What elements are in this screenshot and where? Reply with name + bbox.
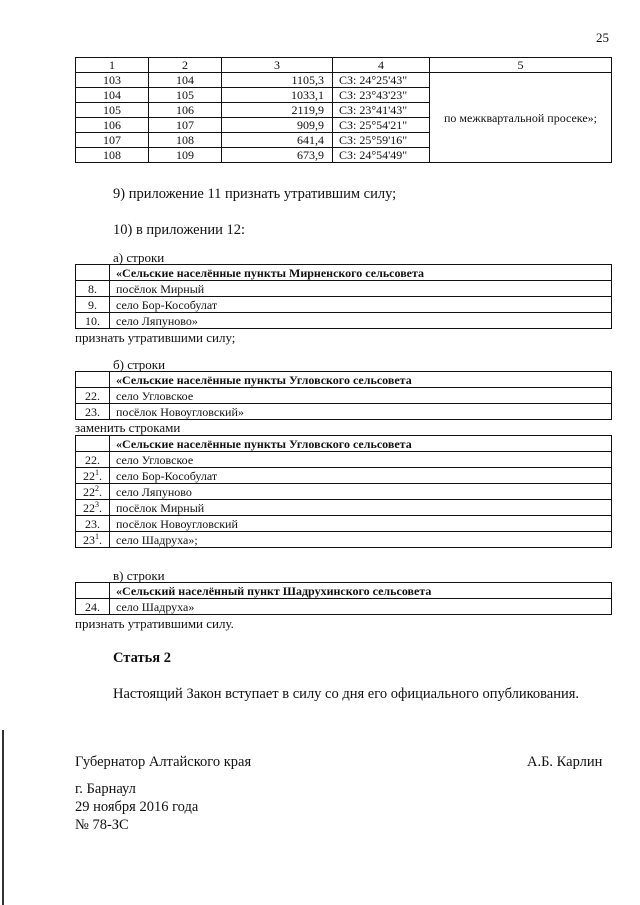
- table-header-row: [76, 436, 612, 452]
- table-row: [76, 313, 612, 329]
- row-number: 9.: [76, 297, 110, 313]
- page-number: 25: [596, 30, 609, 45]
- settlement-name: посёлок Мирный: [110, 281, 612, 297]
- row-number: 22.: [76, 452, 110, 468]
- settlement-name: посёлок Мирный: [110, 500, 612, 516]
- row-number: 23.: [76, 516, 110, 532]
- city: г. Барнаул: [75, 781, 136, 797]
- item-9: 9) приложение 11 признать утратившим силу;: [113, 186, 397, 202]
- settlement-name: село Угловское: [110, 388, 612, 404]
- table-header-cell: «Сельские населённые пункты Угловского сельсовета: [110, 436, 612, 452]
- settlement-name: посёлок Новоугловский: [110, 516, 612, 532]
- table-cell: 1105,3: [222, 73, 333, 88]
- governor-name: А.Б. Карлин: [527, 754, 603, 770]
- settlements-table-a: [75, 264, 612, 329]
- table-cell: [76, 436, 110, 452]
- table-row: [76, 516, 612, 532]
- table-cell: 104: [149, 73, 222, 88]
- table-cell: [76, 265, 110, 281]
- table-row: [76, 388, 612, 404]
- row-number: 23.: [76, 404, 110, 420]
- table-cell: 107: [76, 133, 149, 148]
- header-cell: 1: [76, 58, 149, 73]
- table-cell: 104: [76, 88, 149, 103]
- settlements-table-b: [75, 371, 612, 420]
- table-cell: [76, 372, 110, 388]
- table-header-row: [76, 583, 612, 599]
- table-row: [76, 452, 612, 468]
- row-number-superscript: 1: [95, 531, 99, 541]
- row-number-superscript: 1: [95, 467, 99, 477]
- row-number: 8.: [76, 281, 110, 297]
- text-replace-with: заменить строками: [75, 420, 181, 435]
- table-row: [76, 73, 612, 88]
- settlement-name: село Бор-Кособулат: [110, 468, 612, 484]
- table-cell: 2119,9: [222, 103, 333, 118]
- text-declare-void-a: признать утратившими силу;: [75, 330, 236, 345]
- settlement-name: село Бор-Кособулат: [110, 297, 612, 313]
- header-cell: 4: [333, 58, 430, 73]
- header-cell: 3: [222, 58, 333, 73]
- table-cell: 109: [149, 148, 222, 163]
- table-cell: 106: [76, 118, 149, 133]
- row-number: $22^3$.: [76, 500, 110, 516]
- scan-edge-line: [2, 730, 4, 905]
- table-cell: СЗ: 24°25'43": [333, 73, 430, 88]
- table-cell: СЗ: 25°54'21": [333, 118, 430, 133]
- table-row: [76, 532, 612, 548]
- law-number: № 78-ЗС: [75, 817, 129, 833]
- settlement-name: село Ляпуново»: [110, 313, 612, 329]
- row-number: $23^1$.: [76, 532, 110, 548]
- row-number: 24.: [76, 599, 110, 615]
- table-row: [76, 599, 612, 615]
- row-number: 22.: [76, 388, 110, 404]
- table-header-cell: «Сельские населённые пункты Угловского сельсовета: [110, 372, 612, 388]
- row-number: 10.: [76, 313, 110, 329]
- table-cell: [76, 583, 110, 599]
- governor-title: Губернатор Алтайского края: [75, 754, 252, 770]
- settlements-table-d: [75, 582, 612, 615]
- table-row: [76, 468, 612, 484]
- settlements-table-c: [75, 435, 612, 548]
- header-cell: 2: [149, 58, 222, 73]
- item-10: 10) в приложении 12:: [113, 222, 246, 238]
- table-header-row: [76, 58, 612, 73]
- table-cell: 909,9: [222, 118, 333, 133]
- coordinates-table: [75, 57, 612, 163]
- date: 29 ноября 2016 года: [75, 799, 199, 815]
- settlement-name: село Шадруха»;: [110, 532, 612, 548]
- table-cell: 103: [76, 73, 149, 88]
- table-cell: 105: [149, 88, 222, 103]
- table-row: [76, 484, 612, 500]
- table-cell: СЗ: 23°43'23": [333, 88, 430, 103]
- table-cell: 108: [76, 148, 149, 163]
- table-row: [76, 404, 612, 420]
- table-cell: 673,9: [222, 148, 333, 163]
- subheading-b: б) строки: [113, 357, 166, 372]
- row-number: $22^1$.: [76, 468, 110, 484]
- table-cell: 106: [149, 103, 222, 118]
- table-cell: 105: [76, 103, 149, 118]
- table-cell: 107: [149, 118, 222, 133]
- table-header-cell: «Сельский населённый пункт Шадрухинского сельсовета: [110, 583, 612, 599]
- row-number-superscript: 3: [95, 499, 99, 509]
- row-number-superscript: 2: [95, 483, 99, 493]
- table-row: [76, 281, 612, 297]
- article-title: Статья 2: [113, 650, 171, 666]
- table-header-cell: «Сельские населённые пункты Мирненского сельсовета: [110, 265, 612, 281]
- text-declare-void-d: признать утратившими силу.: [75, 616, 234, 631]
- settlement-name: село Шадруха»: [110, 599, 612, 615]
- table-cell: СЗ: 24°54'49": [333, 148, 430, 163]
- row-number: $22^2$.: [76, 484, 110, 500]
- table-header-row: [76, 372, 612, 388]
- table-note-cell: по межквартальной просеке»;: [430, 73, 612, 163]
- settlement-name: посёлок Новоугловский»: [110, 404, 612, 420]
- table-cell: 1033,1: [222, 88, 333, 103]
- article-text: Настоящий Закон вступает в силу со дня его официального опубликования.: [113, 686, 580, 702]
- settlement-name: село Ляпуново: [110, 484, 612, 500]
- table-cell: СЗ: 25°59'16": [333, 133, 430, 148]
- table-row: [76, 297, 612, 313]
- table-row: [76, 500, 612, 516]
- table-cell: 108: [149, 133, 222, 148]
- subheading-a: а) строки: [113, 250, 165, 265]
- table-cell: 641,4: [222, 133, 333, 148]
- subheading-v: в) строки: [113, 568, 165, 583]
- header-cell: 5: [430, 58, 612, 73]
- table-cell: СЗ: 23°41'43": [333, 103, 430, 118]
- table-header-row: [76, 265, 612, 281]
- settlement-name: село Угловское: [110, 452, 612, 468]
